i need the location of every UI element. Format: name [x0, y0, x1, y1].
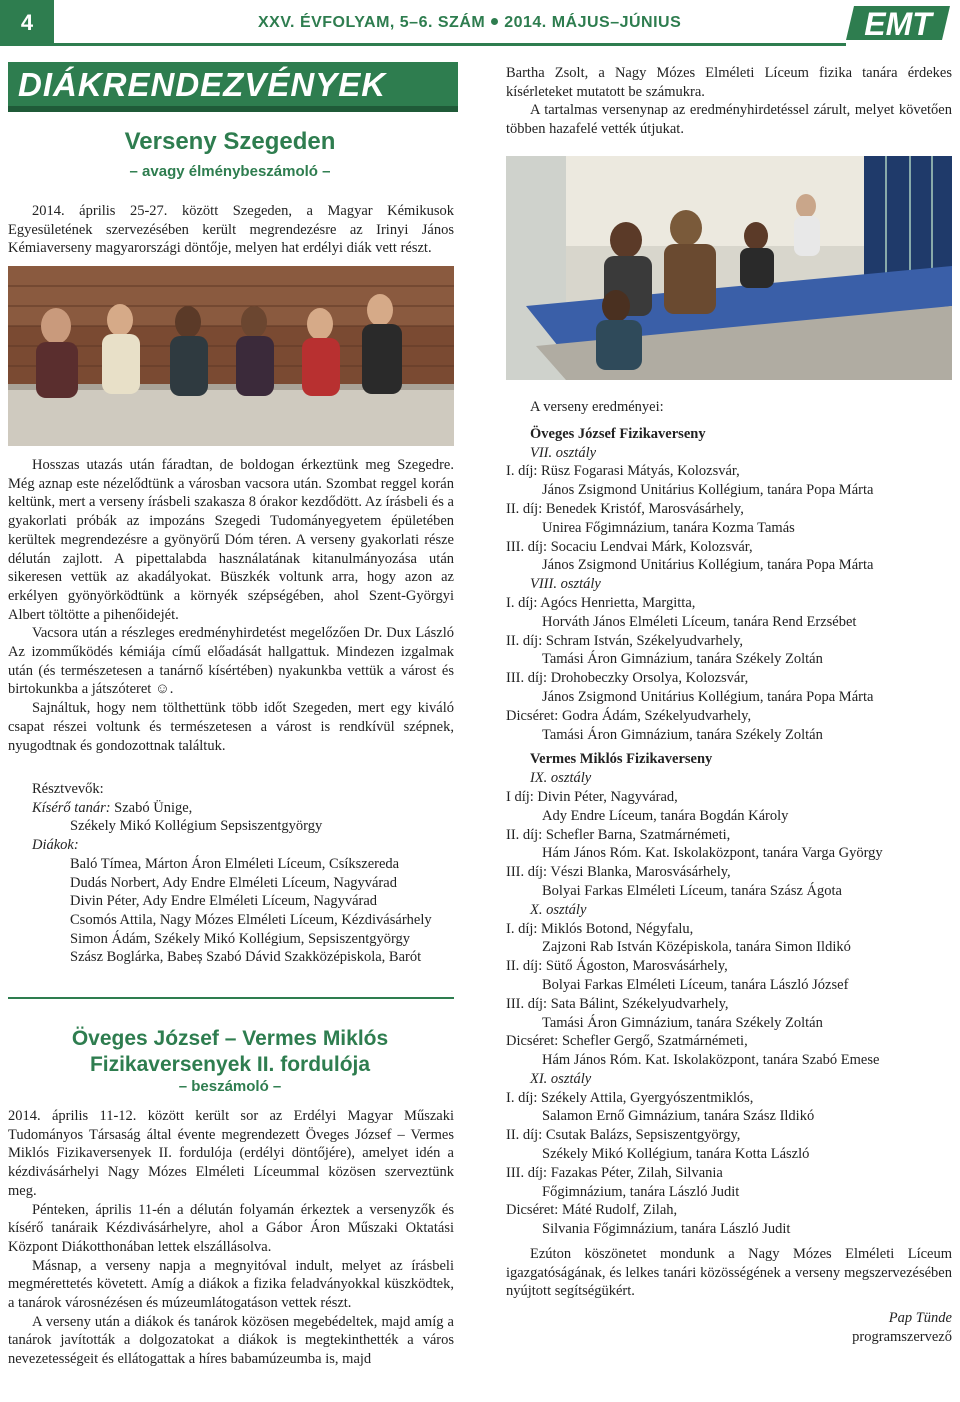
thanks-paragraph: Ezúton köszönetet mondunk a Nagy Mózes Elméleti Líceum igazgatóságának, és lelkes tanári közösségének a verseny megszervezésében nyújtott segítségükért. [506, 1246, 952, 1300]
students-label: Diákok: [32, 837, 79, 854]
result-entry: II. díj: Schefler Barna, Szatmárnémeti, [506, 826, 731, 843]
result-entry: Dicséret: Máté Rudolf, Zilah, [506, 1202, 678, 1219]
participants-block [8, 780, 454, 967]
result-entry: I. díj: Agócs Henrietta, Margitta, [506, 594, 696, 611]
result-school: Ady Endre Líceum, tanára Bogdán Károly [542, 807, 789, 824]
running-head [258, 14, 681, 32]
article2-subtitle: – beszámoló – [178, 1078, 282, 1095]
article2-title-line1: Öveges József – Vermes Miklós [71, 1027, 389, 1050]
result-entry: III. díj: Sata Bálint, Székelyudvarhely, [506, 995, 729, 1012]
body-paragraph: Hosszas utazás után fáradtan, de boldogan érkeztünk meg Szegedre. Még aznap este nézelődtünk a városban vacsora után. Szombat reggel korán keltünk, mert a verseny írásbeli szakasza 8 órakor kezdődött. Az írásbeli és a gyakorlati próbák az impozáns Szegedi Tudományegyetem épületében kerültek megrendezésre a gyönyörű Dóm téren. A verseny gyakorlati része délután zajlott. A pipettalabda használatának kitanulmányozása után sikeresen vettük az akadályokat. Büszkék voltunk arra, hogy azon az erkélyen gyönyörködtünk a környék szépségében, ahol Szent-Györgyi Albert töltötte a pihenőidejét. [8, 457, 454, 623]
result-school: Unirea Főgimnázium, tanára Kozma Tamás [542, 519, 795, 536]
result-entry: III. díj: Drohobeczky Orsolya, Kolozsvár, [506, 670, 749, 687]
logo-text: EMT [864, 6, 932, 42]
result-entry: I. díj: Székely Attila, Gyergyószentmiklós, [506, 1089, 754, 1106]
result-entry: III. díj: Socaciu Lendvai Márk, Kolozsvár, [506, 538, 753, 555]
teacher-school: Székely Mikó Kollégium Sepsiszentgyörgy [70, 818, 323, 835]
body-paragraph: Vacsora után a részleges eredményhirdetést megelőzően Dr. Dux László Az izomműködés kémiája című előadását hallgattuk. Mindezen izgalmak után (és természetesen a tanárnő kísértében) nyakunkba vettük a várost és birtokunkba a játszóteret ☺. [8, 625, 454, 698]
student-entry: Csomós Attila, Nagy Mózes Elméleti Líceum, Kézdivásárhely [70, 911, 432, 928]
result-entry: III. díj: Vészi Blanka, Marosvásárhely, [506, 864, 731, 881]
result-entry: Dicséret: Godra Ádám, Székelyudvarhely, [506, 707, 752, 724]
teacher-name: Szabó Ünige, [114, 799, 193, 816]
class-label: XI. osztály [530, 1070, 592, 1087]
class-label: VII. osztály [530, 444, 597, 461]
signature-role: programszervező [852, 1328, 952, 1345]
oveges-results [506, 444, 952, 745]
result-entry: I. díj: Miklós Botond, Négyfalu, [506, 920, 694, 937]
result-school: Horváth János Elméleti Líceum, tanára Rend Erzsébet [542, 613, 857, 630]
result-school: Székely Mikó Kollégium, tanára Kotta László [542, 1146, 810, 1163]
thanks-block [506, 1245, 952, 1301]
student-entry: Dudás Norbert, Ady Endre Elméleti Líceum, Nagyvárad [70, 874, 397, 891]
vermes-title: Vermes Miklós Fizikaverseny [530, 751, 713, 768]
result-school: János Zsigmond Unitárius Kollégium, tanára Popa Márta [542, 482, 874, 499]
student-entry: Divin Péter, Ady Endre Elméleti Líceum, Nagyvárad [70, 893, 378, 910]
article2-title [0, 1026, 460, 1078]
student-entry: Szász Boglárka, Babeș Szabó Dávid Szakközépiskola, Barót [70, 949, 422, 966]
result-school: Tamási Áron Gimnázium, tanára Székely Zoltán [542, 726, 823, 743]
result-school: Főgimnázium, tanára László Judit [542, 1183, 740, 1200]
article2-continued [506, 64, 952, 139]
results-section [506, 398, 952, 1347]
result-entry: II. díj: Schram István, Székelyudvarhely, [506, 632, 744, 649]
body-paragraph: A verseny után a diákok és tanárok közösen megebédeltek, majd amíg a tanárok javították a dolgozatokat a diákok is megtekinthették a város nevezetességeit és ellátogattak a híres babamúzeumba is, majd [8, 1313, 454, 1368]
result-entry: Dicséret: Schefler Gergő, Szatmárnémeti, [506, 1033, 748, 1050]
result-school: Bolyai Farkas Elméleti Líceum, tanára Szász Ágota [542, 882, 842, 899]
result-entry: II. díj: Benedek Kristóf, Marosvásárhely, [506, 500, 744, 517]
emt-logo [846, 4, 950, 42]
separator-dot [491, 18, 498, 25]
date-label: 2014. MÁJUS–JÚNIUS [504, 14, 682, 31]
result-school: Zajzoni Rab István Középiskola, tanára Simon Ildikó [542, 939, 851, 956]
result-entry: I díj: Divin Péter, Nagyvárad, [506, 788, 678, 805]
result-entry: I. díj: Rüsz Fogarasi Mátyás, Kolozsvár, [506, 463, 740, 480]
body-paragraph: Sajnáltuk, hogy nem tölthettünk több időt Szegeden, mert egy kiváló csapat részei voltunk és természetesen a várost is rendkívül szépnek, nyugodtnak és gondozottnak találtuk. [8, 700, 454, 754]
student-entry: Baló Tímea, Márton Áron Elméleti Líceum, Csíkszereda [70, 855, 400, 872]
results-heading: A verseny eredményei: [530, 399, 664, 415]
result-school: Salamon Ernő Gimnázium, tanára Szász Ildikó [542, 1108, 815, 1125]
vermes-results [506, 769, 952, 1239]
intro-paragraph: 2014. április 25-27. között Szegeden, a Magyar Kémikusok Egyesületének szervezésében került megrendezésre az Irinyi János Kémiaverseny magyarországi döntője, melyen hat erdélyi diák vett részt. [8, 203, 454, 257]
article-intro [8, 202, 454, 258]
class-label: VIII. osztály [530, 576, 601, 593]
body-paragraph: 2014. április 11-12. között került sor az Erdélyi Magyar Műszaki Tudományos Társaság által évente megrendezett Öveges József – Vermes Miklós Fizikaversenyek II. fordulója (erdélyi döntőjére), amelyet idén a kézdivásárhelyi Nagy Mózes Elméleti Líceummal közösen szerveztünk meg. [8, 1108, 454, 1199]
result-entry: II. díj: Csutak Balázs, Sepsiszentgyörgy, [506, 1127, 741, 1144]
result-school: Hám János Róm. Kat. Iskolaközpont, tanára Szabó Emese [542, 1052, 880, 1069]
class-label: X. osztály [530, 901, 587, 918]
body-paragraph: A tartalmas versenynap az eredményhirdetéssel zárult, melyet követően többen hazafelé vették útjukat. [506, 102, 952, 138]
article2-title-line2: Fizikaversenyek II. fordulója [89, 1053, 371, 1076]
article2-body [8, 1107, 454, 1369]
result-school: Tamási Áron Gimnázium, tanára Székely Zoltán [542, 651, 823, 668]
article-subtitle: – avagy élménybeszámoló – [129, 163, 331, 180]
article-title: Verseny Szegeden [124, 128, 336, 155]
student-entry: Simon Ádám, Székely Mikó Kollégium, Sepsiszentgyörgy [70, 930, 411, 947]
result-school: Hám János Róm. Kat. Iskolaközpont, tanára Varga György [542, 845, 883, 862]
result-school: Silvania Főgimnázium, tanára László Judit [542, 1221, 791, 1238]
result-school: Bolyai Farkas Elméleti Líceum, tanára László József [542, 976, 849, 993]
section-label: DIÁKRENDEZVÉNYEK [18, 66, 387, 103]
issue-label: XXV. ÉVFOLYAM, 5–6. SZÁM [258, 14, 486, 31]
oveges-title: Öveges József Fizikaverseny [530, 425, 706, 442]
result-entry: II. díj: Sütő Ágoston, Marosvásárhely, [506, 958, 728, 975]
section-divider [8, 997, 454, 999]
result-entry: III. díj: Fazakas Péter, Zilah, Silvania [506, 1164, 723, 1181]
body-paragraph: Bartha Zsolt, a Nagy Mózes Elméleti Líceum fizika tanára érdekes kísérleteket mutatott be számukra. [506, 65, 952, 100]
header-rule [54, 43, 846, 46]
result-school: Tamási Áron Gimnázium, tanára Székely Zoltán [542, 1014, 823, 1031]
group-photo [8, 266, 454, 446]
page-number: 4 [0, 0, 54, 46]
result-school: János Zsigmond Unitárius Kollégium, tanára Popa Márta [542, 688, 874, 705]
classroom-photo [506, 156, 952, 380]
body-paragraph: Pénteken, április 11-én a délután folyamán érkeztek a versenyzők és kísérő tanáraik Kézdivásárhelyre, ahol a Gábor Áron Műszaki Oktatási Központ Diákotthonában lettek elszállásolva. [8, 1201, 454, 1255]
signature-name: Pap Tünde [888, 1310, 952, 1327]
body-paragraph: Másnap, a verseny napja a megnyitóval indult, melyet az írásbeli megmérettetés követett. Amíg a diákok a fizika feladványokkal küszködtek, a tanárok városnézésen és múzeumlátogatáson vettek részt. [8, 1257, 454, 1312]
teacher-label: Kísérő tanár: [32, 799, 111, 816]
participants-label: Résztvevők: [32, 781, 104, 797]
result-school: János Zsigmond Unitárius Kollégium, tanára Popa Márta [542, 557, 874, 574]
class-label: IX. osztály [530, 770, 592, 787]
article-body [8, 456, 454, 755]
